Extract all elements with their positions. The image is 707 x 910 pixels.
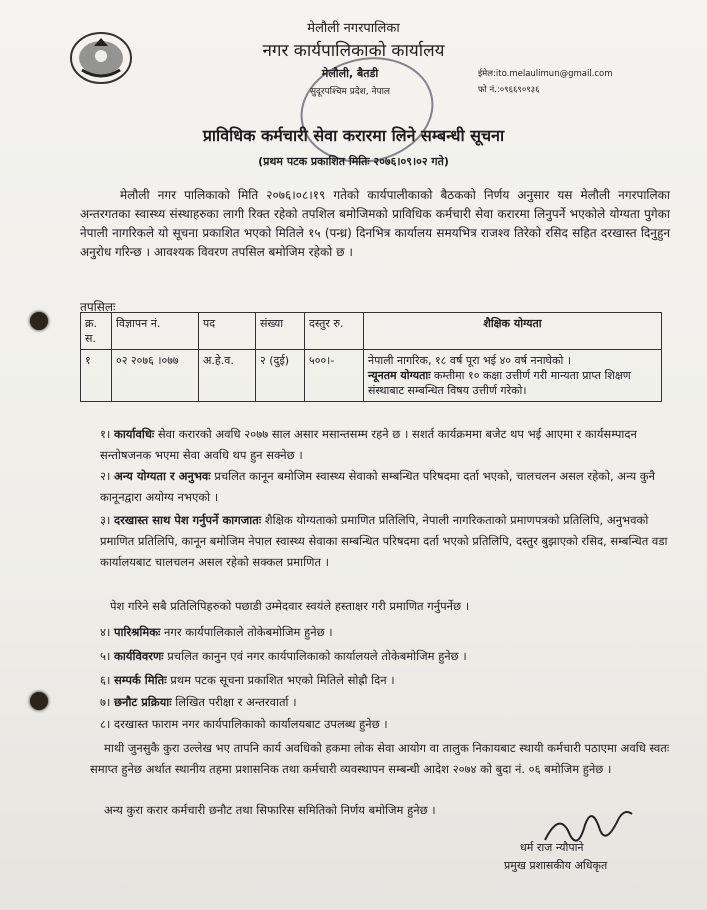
list-item: ८। दरखास्त फाराम नगर कार्यपालिकाको कार्यालयबाट उपलब्ध हुनेछ । xyxy=(100,717,388,731)
cell-fee: ५००।- xyxy=(305,350,364,402)
qualification-line1: नेपाली नागरिक, १८ वर्ष पूरा भई ४० वर्ष ननाघेको । xyxy=(368,354,572,367)
email-text: ईमेल:ito.melaulimun@gmail.com xyxy=(478,69,613,79)
footer-note: माथी जुनसुकै कुरा उल्लेख भए तापनि कार्य अवधिको हकमा लोक सेवा आयोग वा तालुक निकायबाट स्थायी कर्मचारी पठाएमा अवधि स्वतः समाप्त हुनेछ अर्थात स्थानीय तहमा प्रशासनिक तथा कर्मचारी व्यवस्थापन सम्बन्धी आदेश २०७४ को बुदा नं. ०६ बमोजिम हुनेछ । xyxy=(90,741,670,776)
punch-hole xyxy=(30,692,48,710)
min-qualification-label: न्यूनतम योग्यताः xyxy=(368,369,431,382)
list-item: ३। दरखास्त साथ पेश गर्नुपर्ने कागजातः शैक्षिक योग्यताको प्रमाणित प्रतिलिपि, नेपाली नागरिकताको प्रमाणपत्रको प्रतिलिपि, अनुभवको प्रमाणित प्रतिलिपि, कानून बमोजिम नेपाल स्वास्थ्य सेवाका सम्बन्धित परिषदमा दर्ता भएको प्रतिलिपि, दस्तुर बुझाएको रसिद, सम्बन्धित वडा कार्यालयबाट चालचलन असल रहेको सक्कल प्रमाणित । xyxy=(100,513,668,569)
notice-title: प्राविधिक कर्मचारी सेवा करारमा लिने सम्बन्धी सूचना xyxy=(202,126,505,145)
signer-name: धर्म राज न्यौपाने xyxy=(520,841,584,854)
col-sn: क्र. स. xyxy=(81,313,112,350)
list-item: ६। सम्पर्क मितिः प्रथम पटक सूचना प्रकाशित भएको मितिले सोह्रौ दिन । xyxy=(100,673,395,687)
published-date: (प्रथम पटक प्रकाशित मितिः २०७६।०९।०२ गते) xyxy=(258,155,449,168)
table-header-row xyxy=(81,313,662,350)
cell-sn: १ xyxy=(81,350,112,402)
footer-note-2: अन्य कुरा करार कर्मचारी छनौट तथा सिफारिस समितिको निर्णय बमोजिम हुनेछ । xyxy=(104,803,436,817)
cell-qualification xyxy=(364,350,662,402)
cell-post: अ.हे.व. xyxy=(199,350,256,402)
vacancy-table xyxy=(80,312,662,402)
tapsil-label: तपसिलः xyxy=(80,300,116,314)
signer-title: प्रमुख प्रशासकीय अधिकृत xyxy=(504,859,608,872)
col-count: संख्या xyxy=(256,313,305,350)
list-item: ७। छनौट प्रक्रियाः लिखित परीक्षा र अन्तरवार्ता । xyxy=(100,695,297,709)
min-qualification-text: कम्तीमा १० कक्षा उत्तीर्ण गरी मान्यता प्राप्त शिक्षण संस्थाबाट सम्बन्धित विषय उत्तीर्ण गरेको। xyxy=(368,369,631,397)
cell-ad-no: ०२ २०७६ ।०७७ xyxy=(112,350,199,402)
table-row xyxy=(81,350,662,402)
punch-hole xyxy=(30,312,48,330)
phone-text: फो नं.:०९६६९०९३६ xyxy=(478,85,540,95)
list-item: २। अन्य योग्यता र अनुभवः प्रचलित कानून बमोजिम स्वास्थ्य सेवाको सम्बन्धित परिषदमा दर्ता भएको, चालचलन असल रहेको, अन्य कुनै कानूनद्वारा अयोग्य नभएको । xyxy=(100,469,656,504)
list-item: पेश गरिने सबै प्रतिलिपिहरुको पछाडी उम्मेदवार स्वयंले हस्ताक्षर गरी प्रमाणित गर्नुपर्नेछ । xyxy=(110,599,470,613)
col-post: पद xyxy=(199,313,256,350)
cell-count: २ (दुई) xyxy=(256,350,305,402)
office-place: मेलौली, बैतडी xyxy=(321,67,379,80)
col-ad-no: विज्ञापन नं. xyxy=(112,313,199,350)
office-name: नगर कार्यपालिकाको कार्यालय xyxy=(262,41,445,61)
notice-paragraph: मेलौली नगर पालिकाको मिति २०७६।०८।१९ गतेको कार्यपालीकाको बैठकको निर्णय अनुसार यस मेलौली नगरपालिका अन्तरगतका स्वास्थ्य संस्थाहरुका लागी रिक्त रहेको तपशिल बमोजिमको प्राविधिक कर्मचारी सेवा करारमा लिनुपर्ने भएकोले योग्यता पुगेका नेपाली नागरिकले यो सूचना प्रकाशित भएको मितिले १५ (पन्ध्र) दिनभित्र कार्यालय समयभित्र राजश्व तिरेको रसिद सहित दरखास्त दिनुहुन अनुरोध गरिन्छ । आवश्यक विवरण तपसिल बमोजिम रहेको छ । xyxy=(80,188,670,259)
list-item: १। कार्यावधिः सेवा करारको अवधि २०७७ साल असार मसान्तसम्म रहने छ । सशर्त कार्यक्रममा बजेट थप भई आएमा र कार्यसम्पादन सन्तोषजनक भएमा सेवा अवधि थप हुन सक्नेछ । xyxy=(100,427,637,462)
qualification-line2 xyxy=(368,368,657,398)
col-qualification: शैक्षिक योग्यता xyxy=(364,313,662,350)
col-fee: दस्तुर रु. xyxy=(305,313,364,350)
list-item: ४। पारिश्रमिकः नगर कार्यपालिकाले तोकेबमोजिम हुनेछ । xyxy=(100,625,333,639)
municipality-name: मेलौली नगरपालिका xyxy=(307,21,400,36)
list-item: ५। कार्यविवरणः प्रचलित कानुन एवं नगर कार्यपालिकाको कार्यालयले तोकेबमोजिम हुनेछ । xyxy=(100,649,467,663)
office-region: सुदूरपश्चिम प्रदेश, नेपाल xyxy=(309,87,391,97)
